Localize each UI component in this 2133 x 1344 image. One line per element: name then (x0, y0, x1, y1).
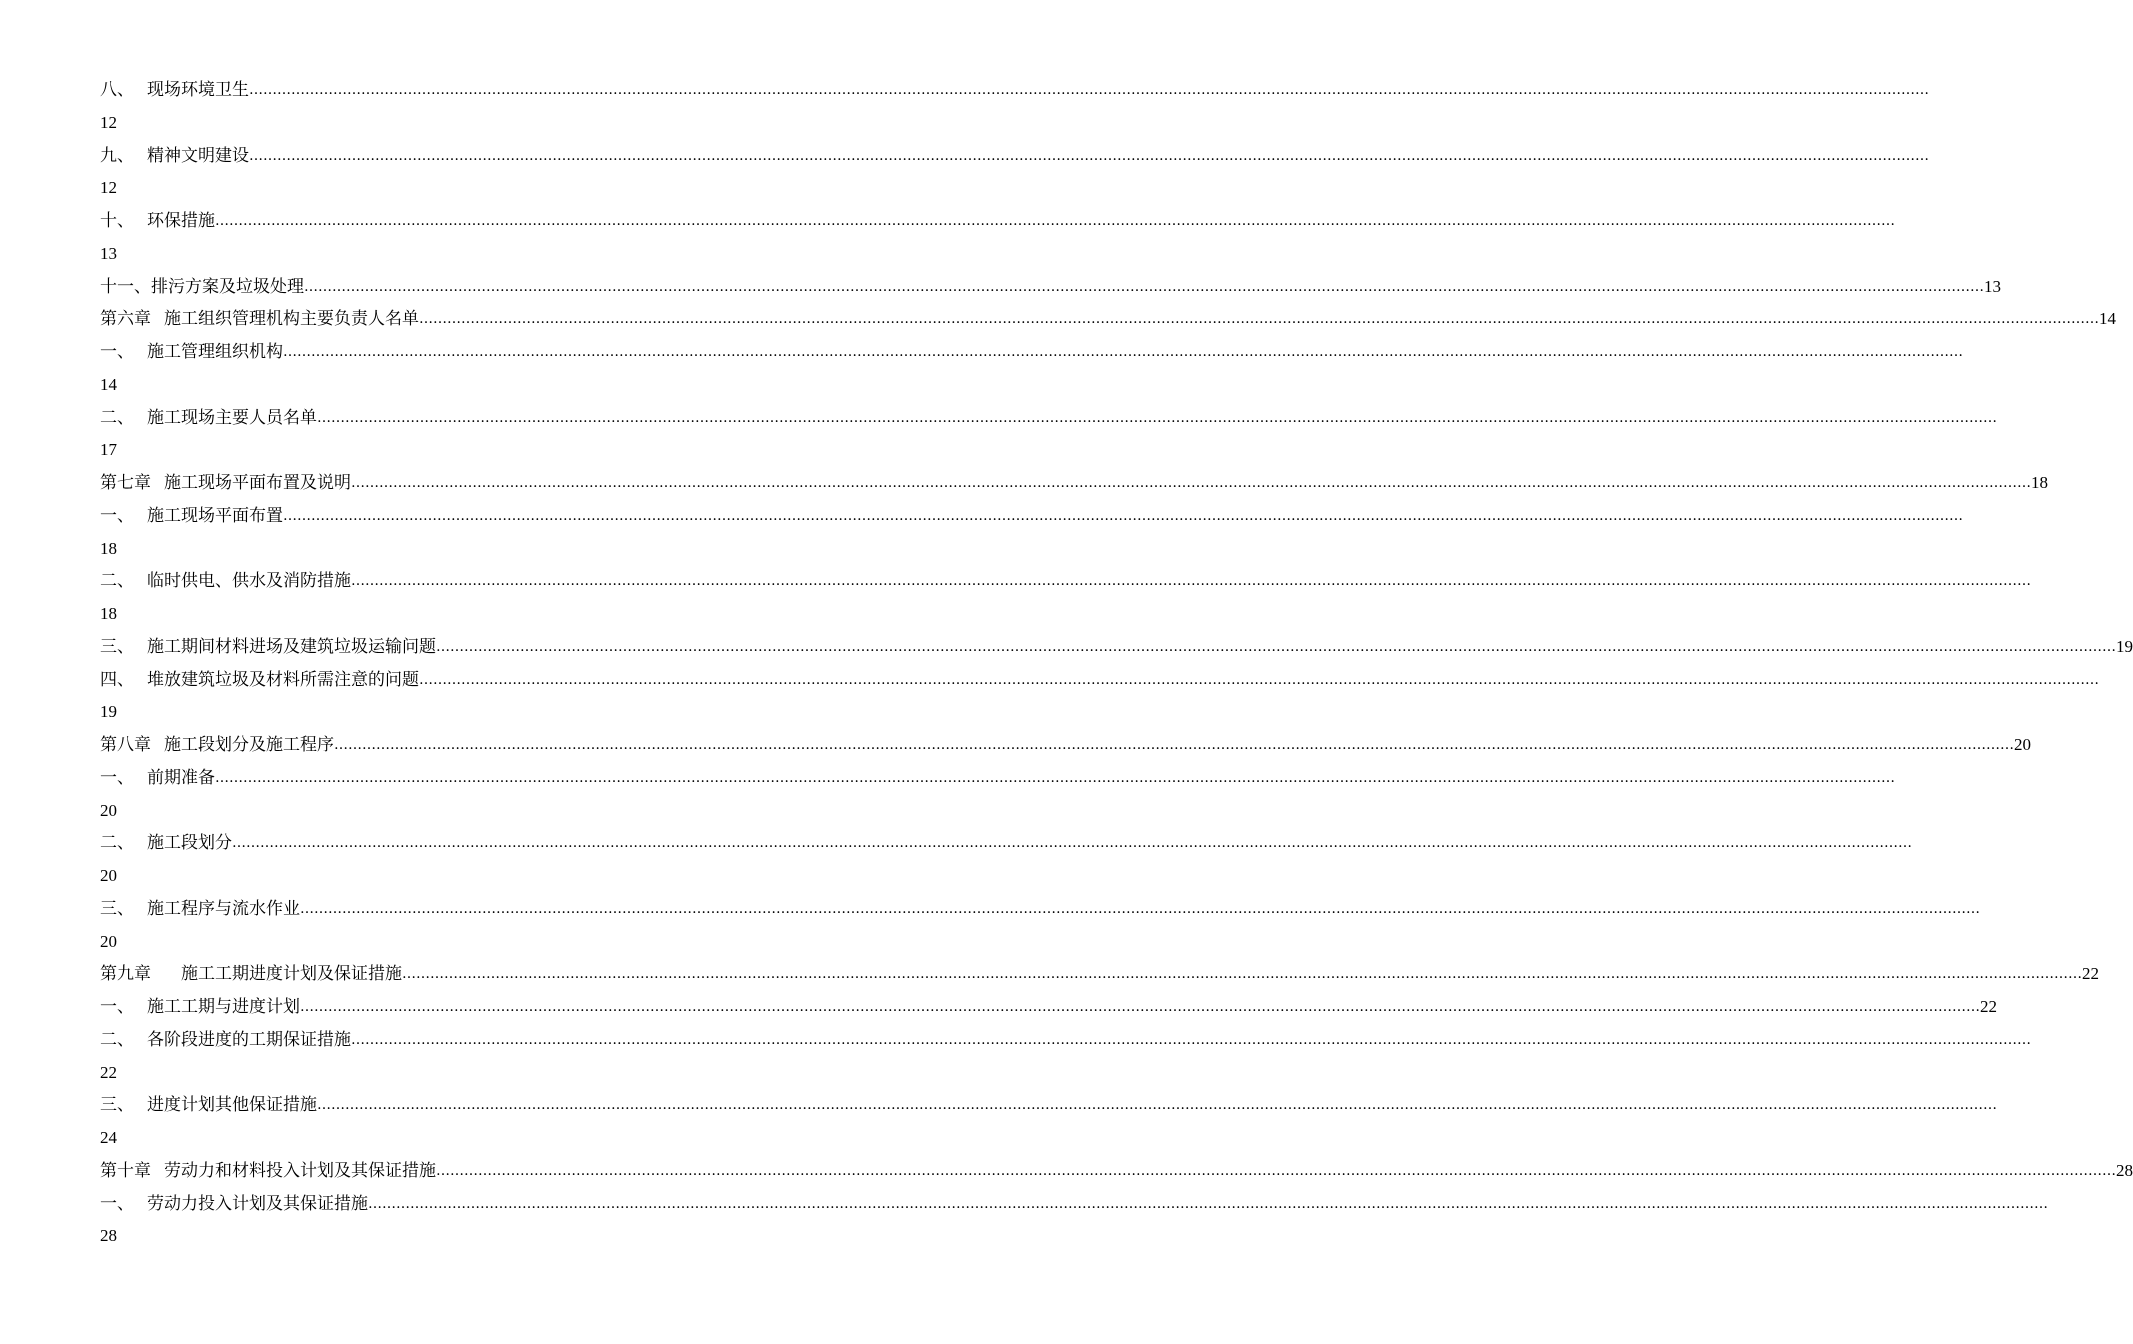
toc-entry-text: 施工工期进度计划及保证措施 (181, 964, 402, 985)
toc-entry[interactable] (100, 991, 1997, 1024)
toc-entry-text: 施工现场主要人员名单 (147, 407, 317, 428)
toc-entry[interactable] (100, 1089, 1997, 1122)
toc-leader-dots: ……………………………………………………………………………………………………………………………………………………………………………………………………………………………………………………………………………………………………………………………… (283, 344, 1963, 360)
toc-page-number: 22 (100, 1062, 117, 1082)
toc-page-line (100, 860, 852, 893)
toc-entry-number: 二、 (100, 833, 134, 854)
toc-entry[interactable] (100, 140, 1929, 173)
toc-page-line (100, 369, 852, 402)
toc-entry[interactable] (100, 762, 1895, 795)
toc-entry-title (100, 271, 304, 304)
toc-entry[interactable] (100, 402, 1997, 435)
toc-entry-title (100, 1155, 436, 1188)
toc-entry[interactable] (100, 1155, 2133, 1188)
toc-entry-title (100, 565, 351, 598)
toc-entry-number: 三、 (100, 898, 134, 919)
toc-entry-text: 精神文明建设 (147, 145, 249, 166)
toc-page-line (100, 795, 852, 828)
toc-entry-title (100, 827, 232, 860)
toc-entry[interactable] (100, 74, 1929, 107)
toc-page-number: 18 (100, 538, 117, 558)
toc-entry-number: 三、 (100, 636, 134, 657)
toc-entry-number: 四、 (100, 669, 134, 690)
toc-page-line (100, 434, 852, 467)
toc-leader-dots: ……………………………………………………………………………………………………………………………………………………………………………………………………………………………………………………………………………………………………………………………… (351, 573, 2031, 590)
toc-entry-number: 第十章 (100, 1160, 151, 1181)
toc-entry-text: 进度计划其他保证措施 (147, 1095, 317, 1116)
toc-entry-title (100, 958, 402, 991)
toc-entry-number: 十、 (100, 211, 134, 231)
toc-page-number: 20 (100, 931, 117, 951)
toc-page-number: 13 (1984, 276, 2001, 296)
toc-page-number: 22 (2082, 964, 2099, 984)
toc-leader-dots: ……………………………………………………………………………………………………………………………………………………………………………………………………………………………………………………………………………………………………………………………… (300, 999, 1980, 1015)
toc-leader-dots: ……………………………………………………………………………………………………………………………………………………………………………………………………………………………………………………………………………………………………………………………… (351, 1031, 2031, 1048)
toc-entry-text: 现场环境卫生 (147, 80, 249, 100)
toc-page-line (100, 172, 852, 205)
table-of-contents (100, 74, 2133, 1253)
toc-entry[interactable] (100, 631, 2133, 664)
toc-entry-text: 施工管理组织机构 (147, 342, 283, 362)
toc-leader-dots: ……………………………………………………………………………………………………………………………………………………………………………………………………………………………………………………………………………………………………………………………… (215, 769, 1895, 786)
toc-entry-text: 临时供电、供水及消防措施 (147, 571, 351, 592)
toc-entry-number: 第七章 (100, 473, 151, 493)
toc-page-number: 17 (100, 440, 117, 460)
toc-page-number: 20 (2014, 735, 2031, 754)
toc-leader-dots: ……………………………………………………………………………………………………………………………………………………………………………………………………………………………………………………………………………………………………………………………… (232, 835, 1912, 852)
toc-leader-dots: ……………………………………………………………………………………………………………………………………………………………………………………………………………………………………………………………………………………………………………………………… (436, 1162, 2116, 1179)
toc-page-line (100, 1122, 852, 1155)
toc-entry-text: 施工段划分及施工程序 (164, 735, 334, 755)
toc-entry-title (100, 664, 419, 697)
toc-entry-text: 劳动力投入计划及其保证措施 (147, 1193, 368, 1214)
toc-entry-title (100, 631, 436, 664)
toc-entry[interactable] (100, 1024, 2031, 1057)
toc-entry-text: 前期准备 (147, 767, 215, 788)
toc-leader-dots: ……………………………………………………………………………………………………………………………………………………………………………………………………………………………………………………………………………………………………………………………… (249, 147, 1929, 164)
toc-leader-dots: ……………………………………………………………………………………………………………………………………………………………………………………………………………………………………………………………………………………………………………………………… (334, 737, 2014, 753)
toc-page-number: 20 (100, 800, 117, 820)
toc-entry-title (100, 467, 351, 500)
toc-entry-text: 环保措施 (147, 211, 215, 231)
toc-entry[interactable] (100, 500, 1963, 533)
toc-entry-number: 三、 (100, 1095, 134, 1116)
toc-entry-text: 施工工期与进度计划 (147, 997, 300, 1017)
toc-entry-title (100, 991, 300, 1024)
toc-entry-title (100, 1089, 317, 1122)
toc-page-line (100, 598, 852, 631)
toc-leader-dots: ……………………………………………………………………………………………………………………………………………………………………………………………………………………………………………………………………………………………………………………………… (283, 507, 1963, 524)
toc-entry-title (100, 205, 215, 238)
toc-page-line (100, 107, 852, 140)
toc-entry[interactable] (100, 205, 1895, 238)
toc-page-number: 18 (2031, 473, 2048, 492)
toc-leader-dots: ……………………………………………………………………………………………………………………………………………………………………………………………………………………………………………………………………………………………………………………………… (351, 475, 2031, 491)
toc-entry-text: 堆放建筑垃圾及材料所需注意的问题 (147, 669, 419, 690)
toc-entry-number: 十一、 (100, 276, 151, 297)
toc-entry-title (100, 140, 249, 173)
toc-leader-dots: ……………………………………………………………………………………………………………………………………………………………………………………………………………………………………………………………………………………………………………………………… (419, 671, 2099, 688)
toc-page-number: 19 (100, 702, 117, 722)
toc-page-number: 24 (100, 1128, 117, 1147)
toc-entry-text: 施工期间材料进场及建筑垃圾运输问题 (147, 636, 436, 657)
toc-leader-dots: ……………………………………………………………………………………………………………………………………………………………………………………………………………………………………………………………………………………………………………………………… (215, 213, 1895, 229)
toc-entry-title (100, 1024, 351, 1057)
toc-page-number: 12 (100, 178, 117, 198)
toc-page-number: 28 (2116, 1160, 2133, 1180)
toc-entry[interactable] (100, 729, 2031, 762)
toc-page-line (100, 1220, 852, 1253)
toc-page-line (100, 696, 852, 729)
toc-entry-title (100, 402, 317, 435)
toc-entry[interactable] (100, 958, 2099, 991)
toc-entry-text: 施工程序与流水作业 (147, 898, 300, 919)
toc-entry-text: 各阶段进度的工期保证措施 (147, 1029, 351, 1050)
toc-page-line (100, 926, 852, 959)
toc-entry-title (100, 729, 334, 762)
toc-page-line (100, 1057, 852, 1090)
toc-leader-dots: ……………………………………………………………………………………………………………………………………………………………………………………………………………………………………………………………………………………………………………………………… (436, 638, 2116, 655)
toc-entry[interactable] (100, 1188, 2048, 1221)
toc-entry-text: 排污方案及垃圾处理 (151, 276, 304, 297)
toc-leader-dots: ……………………………………………………………………………………………………………………………………………………………………………………………………………………………………………………………………………………………………………………………… (402, 966, 2082, 983)
toc-entry-text: 劳动力和材料投入计划及其保证措施 (164, 1160, 436, 1181)
toc-page-number: 20 (100, 866, 117, 885)
toc-entry-number: 第九章 (100, 964, 151, 985)
toc-page-line (100, 533, 852, 566)
toc-page-line (100, 238, 852, 271)
toc-page-number: 13 (100, 243, 117, 263)
toc-entry[interactable] (100, 303, 2116, 336)
toc-page-number: 19 (2116, 636, 2133, 656)
toc-page-number: 18 (100, 604, 117, 623)
toc-entry[interactable] (100, 467, 2048, 500)
toc-leader-dots: ……………………………………………………………………………………………………………………………………………………………………………………………………………………………………………………………………………………………………………………………… (368, 1195, 2048, 1212)
toc-entry-number: 一、 (100, 505, 134, 526)
toc-entry-number: 八、 (100, 80, 134, 100)
toc-entry[interactable] (100, 893, 1980, 926)
toc-leader-dots: ……………………………………………………………………………………………………………………………………………………………………………………………………………………………………………………………………………………………………………………………… (317, 409, 1997, 426)
toc-entry-number: 一、 (100, 1193, 134, 1214)
toc-entry-title (100, 893, 300, 926)
toc-entry-number: 一、 (100, 767, 134, 788)
toc-entry-number: 一、 (100, 997, 134, 1017)
toc-page-number: 22 (1980, 997, 1997, 1016)
toc-entry-number: 第六章 (100, 309, 151, 330)
toc-page-number: 14 (100, 374, 117, 394)
toc-page-number: 12 (100, 112, 117, 132)
toc-leader-dots: ……………………………………………………………………………………………………………………………………………………………………………………………………………………………………………………………………………………………………………………………… (300, 900, 1980, 917)
toc-entry-number: 一、 (100, 342, 134, 362)
toc-entry-title (100, 762, 215, 795)
toc-entry-title (100, 500, 283, 533)
toc-entry[interactable] (100, 827, 1912, 860)
toc-entry-number: 九、 (100, 145, 134, 166)
toc-entry-title (100, 74, 249, 107)
toc-entry[interactable] (100, 336, 1963, 369)
toc-entry-number: 第八章 (100, 735, 151, 755)
toc-entry-title (100, 336, 283, 369)
toc-entry-title (100, 1188, 368, 1221)
toc-entry[interactable] (100, 271, 2001, 304)
toc-entry[interactable] (100, 565, 2031, 598)
toc-entry-title (100, 303, 419, 336)
toc-entry-number: 二、 (100, 1029, 134, 1050)
toc-entry-text: 施工段划分 (147, 833, 232, 854)
toc-entry-number: 二、 (100, 407, 134, 428)
toc-entry-number: 二、 (100, 571, 134, 592)
toc-entry-text: 施工现场平面布置及说明 (164, 473, 351, 493)
toc-leader-dots: ……………………………………………………………………………………………………………………………………………………………………………………………………………………………………………………………………………………………………………………………… (419, 311, 2099, 328)
toc-entry[interactable] (100, 664, 2099, 697)
toc-page-number: 14 (2099, 309, 2116, 329)
toc-entry-text: 施工现场平面布置 (147, 505, 283, 526)
toc-page-number: 28 (100, 1226, 117, 1246)
toc-leader-dots: ……………………………………………………………………………………………………………………………………………………………………………………………………………………………………………………………………………………………………………………………… (249, 82, 1929, 98)
toc-leader-dots: ……………………………………………………………………………………………………………………………………………………………………………………………………………………………………………………………………………………………………………………………… (304, 278, 1984, 295)
toc-leader-dots: ……………………………………………………………………………………………………………………………………………………………………………………………………………………………………………………………………………………………………………………………… (317, 1097, 1997, 1114)
toc-entry-text: 施工组织管理机构主要负责人名单 (164, 309, 419, 330)
